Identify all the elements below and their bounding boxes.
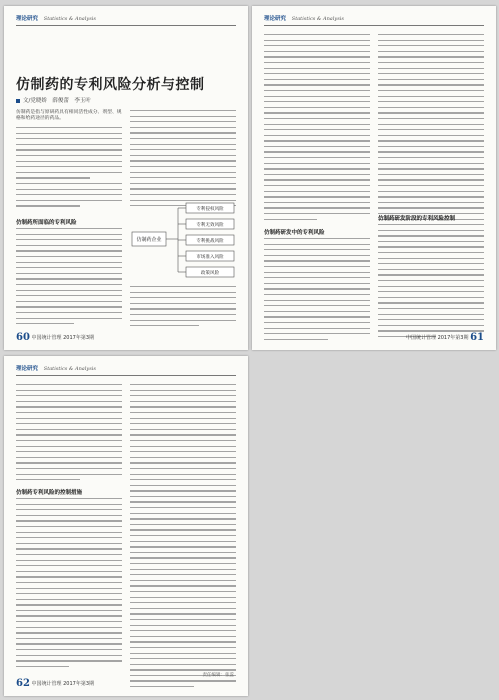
author-marker — [16, 99, 20, 103]
left-column-text — [16, 384, 122, 485]
page-number: 61 — [470, 332, 484, 343]
diagram-branch-label: 专利侵权风险 — [196, 206, 224, 212]
header-subtitle: Statistics & Analysis — [43, 16, 96, 22]
risk-diagram — [130, 202, 236, 280]
editor-tag: 责任编辑：张蕊 — [202, 673, 234, 678]
right-column-text — [130, 384, 236, 692]
article-authors — [16, 96, 91, 104]
left-column-text-2 — [16, 228, 122, 329]
section-heading-2: 仿制药研发阶段的专利风险控制 — [378, 216, 456, 222]
header-section: 理论研究 — [264, 16, 287, 22]
page-footer — [16, 678, 94, 689]
page-footer — [406, 332, 484, 343]
right-column-text-2 — [130, 286, 236, 331]
header-rule — [16, 375, 236, 376]
right-column-text-2 — [378, 224, 484, 341]
left-column-text-2 — [264, 238, 370, 344]
section-heading-1: 仿制药专利风险的控制措施 — [16, 490, 83, 496]
right-column-text — [130, 110, 236, 211]
left-column-text — [16, 127, 122, 211]
page-header — [264, 14, 484, 24]
page-61 — [252, 6, 496, 350]
header-rule — [16, 25, 236, 26]
header-subtitle: Statistics & Analysis — [291, 16, 344, 22]
diagram-branch-label: 市场准入风险 — [196, 254, 224, 260]
page-footer — [16, 332, 94, 343]
intro-paragraph: 仿制药是指与原研药具有相同活性成分、剂型、规格和给药途径的药品。 — [16, 110, 122, 121]
footer-text: 中国统计管理 2017年第3期 — [31, 681, 95, 687]
section-heading-1: 仿制药研发中的专利风险 — [264, 230, 325, 236]
left-column-text-2 — [16, 498, 122, 671]
diagram-branch-label: 政策风险 — [200, 270, 220, 276]
page-number: 60 — [16, 332, 30, 343]
page-header — [16, 14, 236, 24]
footer-text: 中国统计管理 2017年第3期 — [405, 335, 469, 341]
section-heading: 仿制药所面临的专利风险 — [16, 220, 77, 226]
page-header — [16, 364, 236, 374]
header-rule — [264, 25, 484, 26]
header-subtitle: Statistics & Analysis — [43, 366, 96, 372]
footer-text: 中国统计管理 2017年第3期 — [31, 335, 95, 341]
left-column-text — [264, 34, 370, 224]
page-62 — [4, 356, 248, 696]
header-section: 理论研究 — [16, 366, 39, 372]
diagram-branch-label: 专利挑战风险 — [196, 238, 224, 244]
diagram-branch-label: 专利无效风险 — [196, 222, 224, 228]
diagram-branches — [178, 203, 234, 277]
diagram-center-label: 仿制药企业 — [136, 237, 162, 243]
page-60 — [4, 6, 248, 350]
page-number: 62 — [16, 678, 30, 689]
authors-text: 文/党晓娇 薛俊蕾 李玉叶 — [23, 98, 91, 104]
header-section: 理论研究 — [16, 16, 39, 22]
article-title: 仿制药的专利风险分析与控制 — [16, 77, 205, 93]
